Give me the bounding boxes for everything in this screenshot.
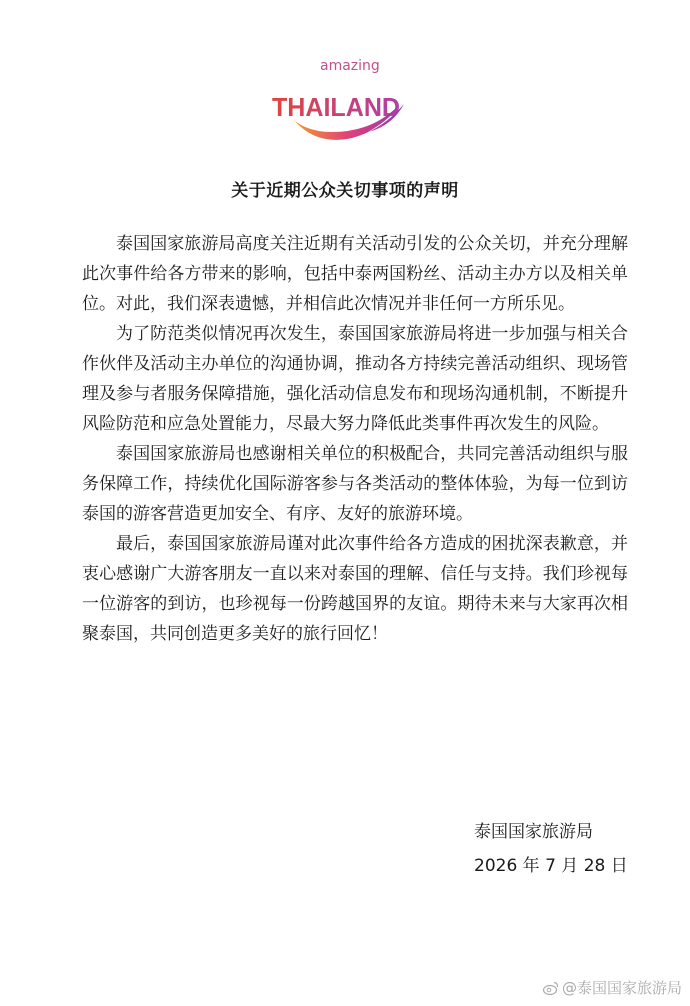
logo-small-text: amazing bbox=[320, 58, 380, 74]
paragraph: 最后，泰国国家旅游局谨对此次事件给各方造成的困扰深表歉意，并衷心感谢广大游客朋友一直以来对泰国的理解、信任与支持。我们珍视每一位游客的到访，也珍视每一份跨越国界的友谊。期待未来与大家再次相聚泰国，共同创造更多美好的旅行回忆！ bbox=[82, 534, 628, 644]
watermark bbox=[543, 977, 682, 998]
date: 2026 年 7 月 28 日 bbox=[474, 856, 628, 876]
signature: 泰国国家旅游局 bbox=[474, 822, 593, 842]
logo-main-text: THAILAND bbox=[272, 92, 400, 122]
weibo-icon bbox=[543, 981, 559, 995]
page-title: 关于近期公众关切事项的声明 bbox=[231, 181, 459, 201]
amazing-thailand-logo bbox=[272, 52, 418, 144]
paragraph: 泰国国家旅游局高度关注近期有关活动引发的公众关切，并充分理解此次事件给各方带来的影响，包括中泰两国粉丝、活动主办方以及相关单位。对此，我们深表遗憾，并相信此次情况并非任何一方所乐见。 bbox=[82, 234, 628, 314]
watermark-text: @泰国国家旅游局 bbox=[561, 979, 682, 997]
paragraph: 为了防范类似情况再次发生，泰国国家旅游局将进一步加强与相关合作伙伴及活动主办单位的沟通协调，推动各方持续完善活动组织、现场管理及参与者服务保障措施，强化活动信息发布和现场沟通机制，不断提升风险防范和应急处置能力，尽最大努力降低此类事件再次发生的风险。 bbox=[82, 324, 628, 434]
statement-body bbox=[82, 229, 628, 649]
paragraph: 泰国国家旅游局也感谢相关单位的积极配合，共同完善活动组织与服务保障工作，持续优化国际游客参与各类活动的整体体验，为每一位到访泰国的游客营造更加安全、有序、友好的旅游环境。 bbox=[82, 444, 628, 524]
